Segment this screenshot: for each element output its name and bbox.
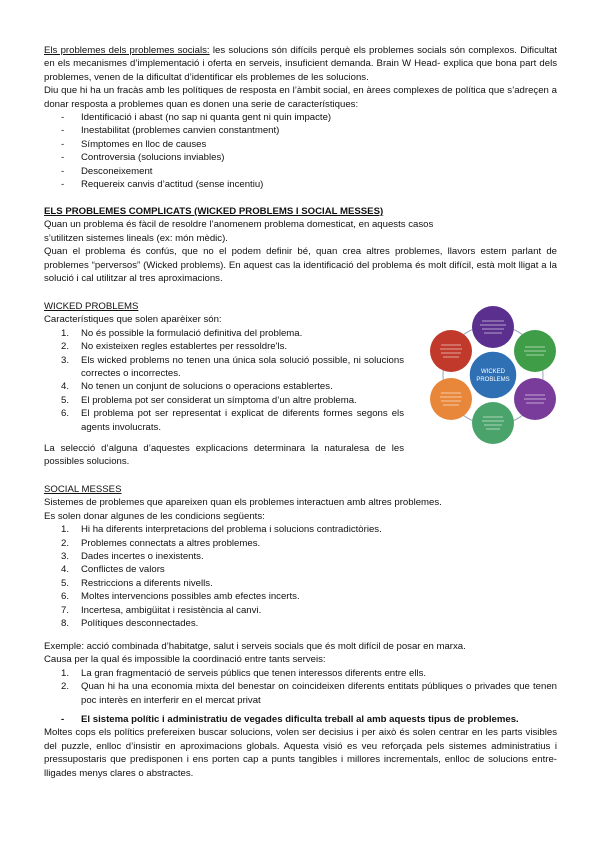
messes-intro-1: Sistemes de problemes que apareixen quan els problemes interactuen amb altres problemes. (44, 497, 442, 509)
wicked-intro: Característiques que solen aparèixer són: (44, 314, 222, 326)
list-item: 5. Restriccions a diferents nivells. (61, 577, 213, 589)
list-item: - Requereix canvis d’actitud (sense incentiu) (44, 178, 557, 191)
intro-paragraph (44, 44, 557, 84)
diagram-node-lower-left (430, 378, 472, 420)
list-item: 2. Quan hi ha una economia mixta del benestar on coincideixen diferents entitats públiques o privades que tenen poc interès en interferir en el mercat privat (61, 681, 557, 706)
exemple-line-1: Exemple: acció combinada d’habitatge, salut i serveis socials que és molt difícil de posar en marxa. (44, 641, 466, 652)
list-item: 4. No tenen un conjunt de solucions o operacions establertes. (61, 381, 333, 393)
complicats-line-2: s’utilitzen sistemes lineals (ex: món mèdic). (44, 232, 228, 244)
list-item: - Inestabilitat (problemes canvien constantment) (44, 124, 557, 137)
list-item: 6. Moltes intervencions possibles amb efectes incerts. (61, 591, 300, 603)
complicats-section (44, 205, 557, 285)
list-item: 2. Problemes connectats a altres problemes. (61, 537, 261, 549)
wicked-list (44, 327, 404, 434)
list-item: - Controversia (solucions inviables) (44, 151, 557, 164)
list-item: 3. Els wicked problems no tenen una única sola solució possible, ni solucions correctes o incorrectes. (61, 354, 404, 380)
diagram-node-upper-left (430, 330, 472, 372)
list-item: 3. Dades incertes o inexistents. (61, 551, 204, 563)
wicked-outro: La selecció d’alguna d’aquestes explicacions determinara la naturalesa de les possibles solucions. (44, 443, 404, 468)
exemple-line-2: Causa per la qual és impossible la coordinació entre tants serveis: (44, 654, 326, 666)
list-item: 1. La gran fragmentació de serveis públics que tenen interessos diferents entre ells. (61, 667, 427, 679)
list-item: 5. El problema pot ser considerat un símptoma d’un altre problema. (61, 394, 357, 406)
intro-section (44, 44, 557, 191)
wicked-section (44, 300, 404, 469)
list-item: 6. El problema pot ser representat i explicat de diferents formes segons els agents involucrats. (61, 408, 404, 433)
diagram-center-label-1: WICKED (481, 369, 505, 375)
wicked-problems-diagram (418, 300, 568, 450)
wicked-heading: WICKED PROBLEMS (44, 301, 139, 312)
exemple-section (44, 640, 557, 780)
list-item: 7. Incertesa, ambigüitat i resistència al canvi. (61, 604, 262, 616)
bold-list (44, 713, 557, 726)
list-item: 2. No existeixen regles establertes per ressoldre'ls. (61, 341, 288, 353)
list-item: 1. Hi ha diferents interpretacions del problema i solucions contradictòries. (61, 524, 382, 536)
messes-intro-2: Es solen donar algunes de les condicions següents: (44, 510, 265, 522)
cycle-diagram-svg (418, 300, 568, 450)
messes-list (44, 523, 557, 630)
exemple-list (44, 667, 557, 707)
diagram-node-top (472, 306, 514, 348)
complicats-paragraph: Quan el problema és confús, que no el podem definir bé, quan crea altres problemes, llavors estem parlant de problemes “perversos” (Wicked problems). En aquest cas la identificació del problema és molt difícil, està molt lligat a la solució i cal utilitzar al tres aproximacions. (44, 246, 557, 285)
diagram-center-label-2: PROBLEMS (476, 377, 510, 383)
diagram-node-bottom (472, 402, 514, 444)
characteristics-list (44, 111, 557, 191)
list-item: 8. Polítiques desconnectades. (61, 618, 199, 630)
intro-text-1: les solucions són difícils perquè els problemes socials són complexos. Dificultat en els mecanismes d’implementació i oferta en serveis, insuficient demanda. Brain W Head- explica que bona part dels problemes, venen de la dificultat d’identificar els problemes de les solucions. (44, 45, 557, 83)
complicats-line-1: Quan un problema és fàcil de resoldre l’anomenem problema domesticat, en aquests casos (44, 219, 434, 231)
intro-heading: Els problemes dels problemes socials: (44, 45, 210, 56)
list-item: 4. Conflictes de valors (61, 564, 165, 576)
intro-text-2: Diu que hi ha un fracàs amb les polítiques de resposta en l’àmbit social, en àrees complexes de política que s’adreçen a donar resposta a problemes quan es donen una serie de característiques: (44, 85, 557, 110)
messes-heading: SOCIAL MESSES (44, 484, 122, 495)
list-item: - El sistema polític i administratiu de vegades dificulta treball al amb aquests tipus de problemes. (44, 713, 557, 726)
list-item: 1. No és possible la formulació definitiva del problema. (61, 327, 303, 339)
list-item: - Desconeixement (44, 165, 557, 178)
final-paragraph: Moltes cops els polítics prefereixen buscar solucions, volen ser decisius i per això és solen centrar en les parts visibles del puzzle, enlloc d’insistir en aproximacions globals. Aquesta visió es veu reforçada pels sistemes administratius i pressupostaris que predisponen i ens porten cap a punts tangibles i millores incrementals, enlloc de solucions entre-lligades menys clares o abstractes. (44, 727, 557, 779)
list-item: - Identificació i abast (no sap ni quanta gent ni quin impacte) (44, 111, 557, 124)
diagram-center (469, 351, 517, 399)
messes-section (44, 483, 557, 630)
complicats-heading: ELS PROBLEMES COMPLICATS (WICKED PROBLEMS I SOCIAL MESSES) (44, 206, 384, 217)
list-item: - Símptomes en lloc de causes (44, 138, 557, 151)
